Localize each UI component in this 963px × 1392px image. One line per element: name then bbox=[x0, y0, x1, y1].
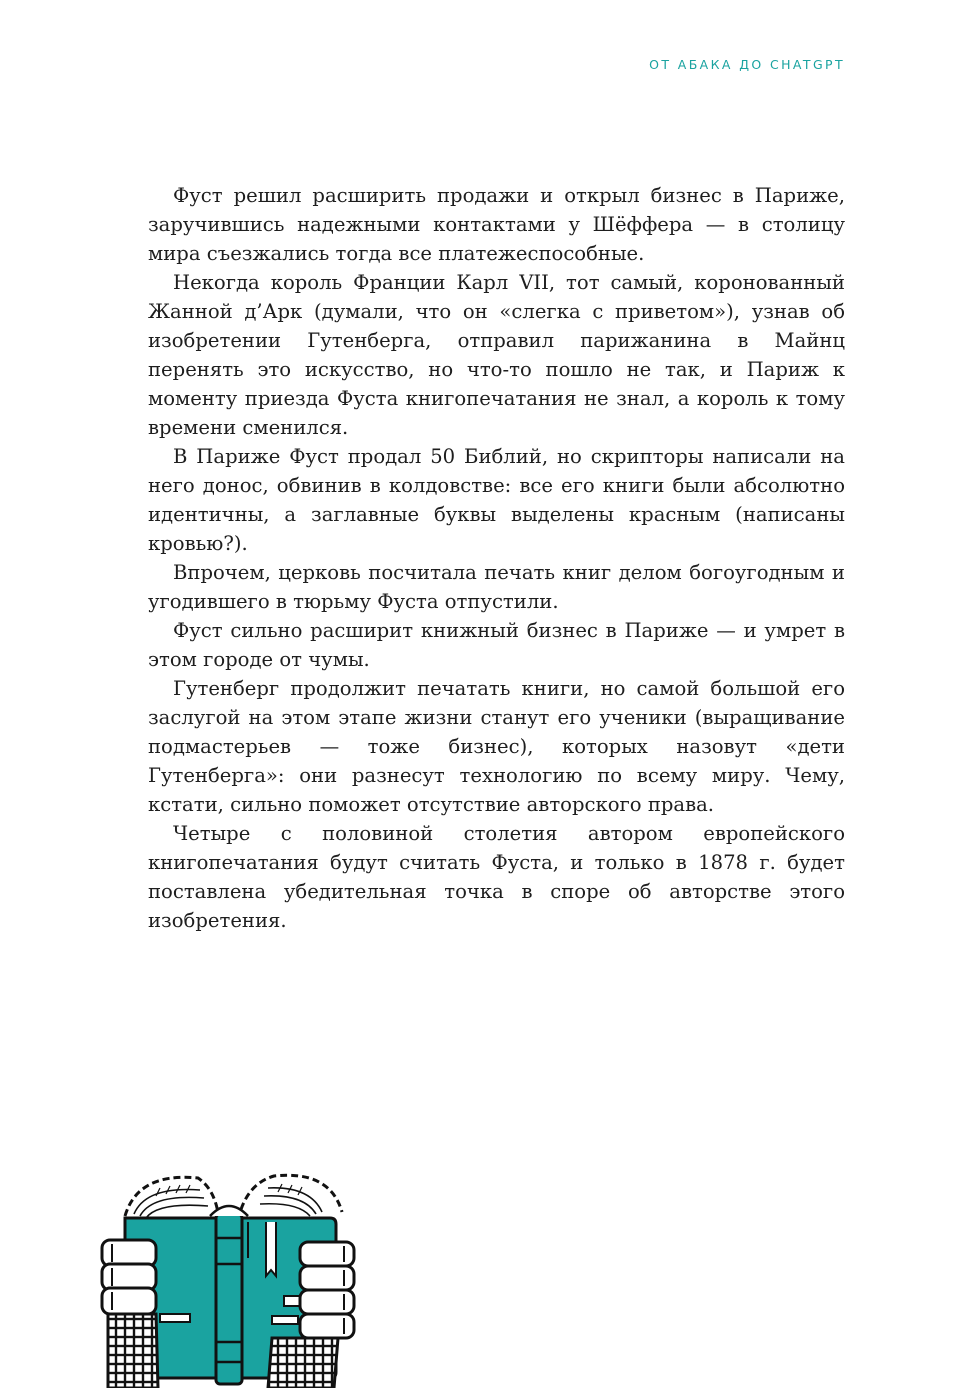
paragraph: Некогда король Франции Карл VII, тот самый, коронованный Жанной д’Арк (думали, что он «слегка с приветом»), узнав об изобретении Гутенберга, отправил парижанина в Майнц перенять это искусство, но что-то пошло не так, и Париж к моменту приезда Фуста книгопечатания не знал, а король к тому времени сменился. bbox=[148, 271, 845, 439]
body-text bbox=[148, 181, 845, 935]
paragraph: Четыре с половиной столетия автором европейского книгопечатания будут считать Фуста, и только в 1878 г. будет поставлена убедительная точка в споре об авторстве этого изобретения. bbox=[148, 822, 845, 932]
paragraph: Гутенберг продолжит печатать книги, но самой большой его заслугой на этом этапе жизни станут его ученики (выращивание подмастерьев — тоже бизнес), которых назовут «дети Гутенберга»: они разнесут технологию по всему миру. Чему, кстати, сильно поможет отсутствие авторского права. bbox=[148, 677, 845, 816]
open-book-in-hands-icon bbox=[98, 1166, 360, 1388]
paragraph: Фуст решил расширить продажи и открыл бизнес в Париже, заручившись надежными контактами у Шёффера — в столицу мира съезжались тогда все платежеспособные. bbox=[148, 184, 845, 265]
paragraph: Впрочем, церковь посчитала печать книг делом богоугодным и угодившего в тюрьму Фуста отпустили. bbox=[148, 561, 845, 613]
paragraph: Фуст сильно расширит книжный бизнес в Париже — и умрет в этом городе от чумы. bbox=[148, 619, 845, 671]
running-title: ОТ АБАКА ДО CHATGPT bbox=[649, 57, 845, 72]
paragraph: В Париже Фуст продал 50 Библий, но скрипторы написали на него донос, обвинив в колдовстве: все его книги были абсолютно идентичны, а заглавные буквы выделены красным (написаны кровью?). bbox=[148, 445, 845, 555]
